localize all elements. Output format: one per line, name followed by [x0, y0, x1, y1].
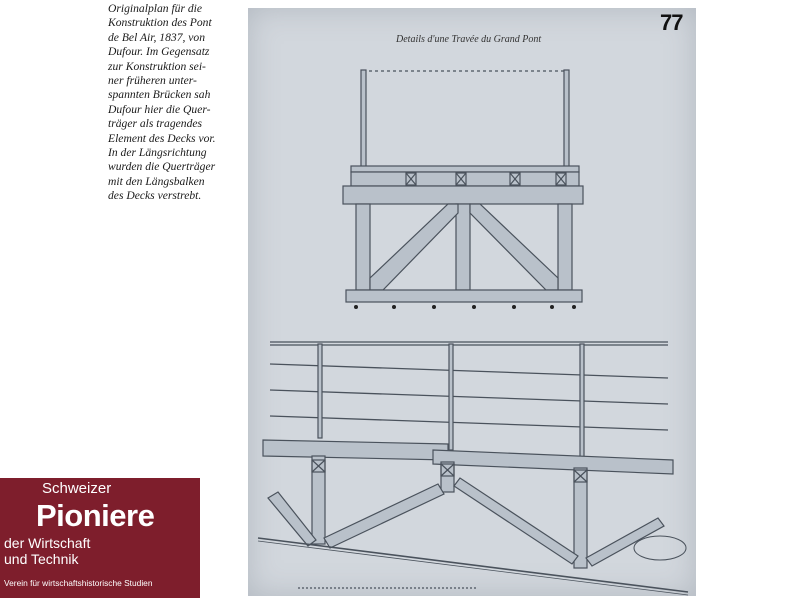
plan-title: Details d'une Travée du Grand Pont [396, 34, 542, 45]
logo-line-schweizer: Schweizer [42, 480, 112, 497]
bridge-drawing-svg [248, 8, 696, 596]
plate-number: 77 [660, 10, 683, 35]
caption-text: Originalplan für die Konstruktion des Pont de Bel Air, 1837, von Dufour. Im Gegensatz zur Konstruktion sei- ner früheren unter- spannten Brücken sah Dufour hier die Quer- träger als tragendes Element des Decks vor. In der Längsrichtung wurden die Querträger mit den Längsbalken des Decks verstrebt. [108, 2, 216, 203]
logo-line-pioniere: Pioniere [36, 498, 155, 533]
logo-badge [0, 478, 200, 598]
logo-line-verein: Verein für wirtschaftshistorische Studien [4, 578, 153, 588]
bridge-plan-drawing [248, 8, 696, 596]
logo-line-technik: und Technik [4, 551, 79, 567]
logo-line-wirtschaft: der Wirtschaft [4, 535, 91, 551]
